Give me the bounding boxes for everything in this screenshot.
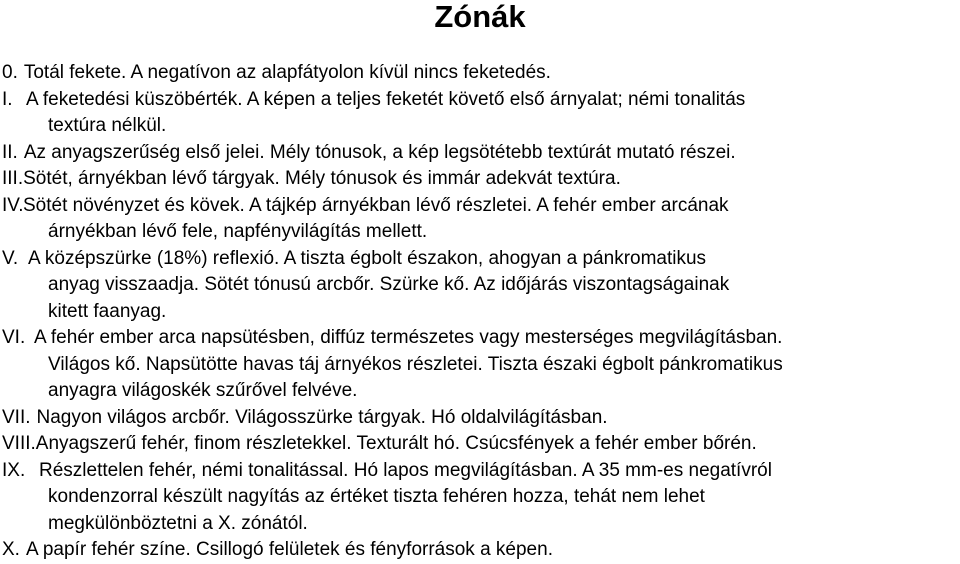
zone-number: VII. [2, 406, 31, 428]
zone-item-8 [0, 431, 958, 458]
zone-item-5 [0, 246, 958, 326]
zone-description-line: kondenzorral készült nagyítás az értéket tiszta fehéren hozza, tehát nem lehet [48, 486, 705, 507]
zone-item-10 [0, 537, 958, 564]
zone-description-line: A fehér ember arca napsütésben, diffúz természetes vagy mesterséges megvilágításban. [34, 327, 783, 348]
zone-number: VI. [2, 327, 26, 348]
zone-description-line: A középszürke (18%) reflexió. A tiszta égbolt északon, ahogyan a pánkromatikus [28, 247, 707, 269]
zone-item-3 [0, 166, 958, 193]
zone-description-line: Sötét, árnyékban lévő tárgyak. Mély tónusok és immár adekvát textúra. [23, 168, 621, 189]
zone-description-line: Az anyagszerűség első jelei. Mély tónusok, a kép legsötétebb textúrát mutató részei. [23, 141, 736, 163]
zone-description-line: textúra nélkül. [48, 115, 167, 136]
zone-number: 0. [2, 62, 18, 83]
zone-item-9 [0, 458, 958, 538]
zone-description-line: árnyékban lévő fele, napfényvilágítás mellett. [48, 221, 428, 242]
zone-number: X. [2, 539, 20, 560]
zone-description-line: megkülönböztetni a X. zónától. [48, 512, 308, 534]
zone-number: III. [2, 168, 24, 189]
page-title: Zónák [434, 0, 526, 34]
zone-description-line: Totál fekete. A negatívon az alapfátyolon kívül nincs feketedés. [23, 62, 551, 83]
zone-description-line: anyag visszaadja. Sötét tónusú arcbőr. Szürke kő. Az időjárás viszontagságainak [48, 274, 730, 295]
zone-description-line: Részlettelen fehér, némi tonalitással. Hó lapos megvilágításban. A 35 mm-es negatívról [39, 459, 772, 481]
zone-item-0 [0, 60, 958, 87]
zone-item-4 [0, 193, 958, 246]
zone-description-line: Sötét növényzet és kövek. A tájkép árnyékban lévő részletei. A fehér ember arcának [23, 194, 729, 216]
zone-description-line: Nagyon világos arcbőr. Világosszürke tárgyak. Hó oldalvilágításban. [36, 406, 608, 428]
zone-number: IX. [2, 459, 26, 481]
zone-list [0, 60, 958, 564]
zone-item-7 [0, 405, 958, 432]
zone-description-line: kitett faanyag. [48, 300, 167, 322]
zone-description-line: A feketedési küszöbérték. A képen a teljes feketét követő első árnyalat; némi tonalitás [26, 88, 746, 110]
zone-number: IV. [2, 194, 24, 216]
zone-description-line: Világos kő. Napsütötte havas táj árnyékos részletei. Tiszta északi égbolt pánkromatikus [48, 353, 783, 375]
zone-description-line: Anyagszerű fehér, finom részletekkel. Texturált hó. Csúcsfények a fehér ember bőrén. [35, 433, 757, 454]
zone-item-2 [0, 140, 958, 167]
zone-number: II. [2, 141, 18, 163]
zone-number: V. [2, 247, 19, 269]
zone-description-line: anyagra világoskék szűrővel felvéve. [48, 380, 358, 401]
zone-item-6 [0, 325, 958, 405]
zone-number: I. [2, 88, 13, 110]
zone-number: VIII. [2, 433, 36, 454]
zone-description-line: A papír fehér színe. Csillogó felületek és fényforrások a képen. [25, 539, 553, 560]
zone-item-1 [0, 87, 958, 140]
